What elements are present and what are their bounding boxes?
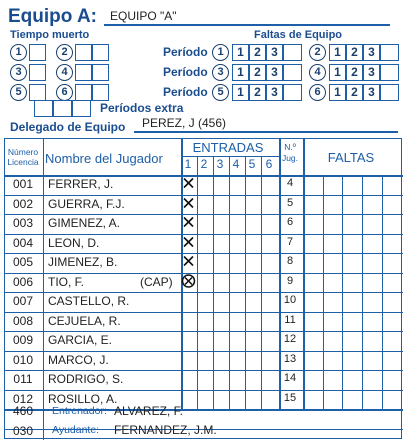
extra-period-box-3[interactable] [72, 100, 91, 117]
entrada-number-4: 4 [232, 157, 240, 171]
player-name[interactable]: ROSILLO, A. [48, 391, 118, 406]
nombre-header: Nombre del Jugador [45, 151, 163, 166]
ayudante-licencia[interactable]: 030 [12, 424, 34, 438]
grid-line [5, 351, 403, 352]
licencia-cell[interactable]: 010 [12, 352, 34, 367]
jug-number[interactable]: 15 [283, 391, 297, 404]
grid-line [43, 139, 44, 440]
timeout-box[interactable] [92, 84, 109, 101]
team-foul-box[interactable]: 2 [249, 64, 266, 81]
team-foul-box[interactable]: 3 [266, 84, 283, 101]
entrada-number-5: 5 [248, 157, 256, 171]
jug-number[interactable]: 12 [283, 333, 297, 345]
entrenador-label: Entrenador: [52, 405, 107, 417]
cross-icon [181, 195, 196, 214]
licencia-cell[interactable]: 011 [13, 372, 33, 386]
ayudante-value[interactable]: FERNANDEZ, J.M. [114, 423, 217, 437]
licencia-cell[interactable]: 006 [12, 274, 34, 289]
team-foul-total-box[interactable] [283, 44, 302, 61]
team-foul-box[interactable]: 1 [232, 64, 249, 81]
team-foul-total-box[interactable] [380, 84, 399, 101]
tiempo-muerto-label: Tiempo muerto [10, 29, 90, 41]
team-foul-box[interactable]: 2 [249, 84, 266, 101]
team-foul-box[interactable]: 1 [329, 84, 346, 101]
timeout-box[interactable] [29, 64, 46, 81]
equipo-underline [104, 24, 390, 26]
player-name[interactable]: RODRIGO, S. [48, 372, 124, 386]
cross-icon [181, 175, 196, 194]
timeout-box[interactable] [29, 44, 46, 61]
faltas-header: FALTAS [327, 150, 375, 165]
team-foul-box[interactable]: 1 [329, 44, 346, 61]
captain-label: (CAP) [140, 274, 173, 289]
timeout-box[interactable] [29, 84, 46, 101]
jug-number[interactable]: 6 [286, 216, 294, 228]
licencia-cell[interactable]: 004 [12, 235, 34, 250]
licencia-cell[interactable]: 005 [12, 255, 34, 269]
jug-number[interactable]: 8 [286, 255, 294, 267]
player-name[interactable]: GUERRA, F.J. [48, 196, 125, 211]
periodo-label: Período [163, 45, 208, 59]
entrada-number-1: 1 [184, 157, 192, 171]
team-foul-box[interactable]: 3 [266, 64, 283, 81]
grid-line [5, 214, 403, 215]
cross-icon [181, 234, 196, 253]
period-number-3: 3 [212, 64, 229, 81]
timeout-box[interactable] [92, 44, 109, 61]
team-foul-box[interactable]: 2 [346, 44, 363, 61]
team-foul-box[interactable]: 2 [346, 64, 363, 81]
team-foul-total-box[interactable] [283, 84, 302, 101]
delegado-underline [134, 131, 398, 133]
grid-line [5, 370, 403, 371]
licencia-header-2: Licencia [7, 157, 39, 167]
entradas-header: ENTRADAS [192, 140, 264, 155]
team-foul-box[interactable]: 1 [329, 64, 346, 81]
periodo-label: Período [163, 65, 208, 79]
grid-line [5, 331, 403, 332]
equipo-label: Equipo A: [8, 6, 97, 27]
timeout-box[interactable] [75, 84, 92, 101]
timeout-number-6: 6 [56, 84, 73, 101]
team-foul-box[interactable]: 3 [266, 44, 283, 61]
equipo-value[interactable]: EQUIPO "A" [110, 9, 177, 23]
team-foul-box[interactable]: 1 [232, 44, 249, 61]
player-name[interactable]: TIO, F. [48, 274, 84, 289]
delegado-value[interactable]: PEREZ, J (456) [142, 116, 227, 130]
entrada-number-3: 3 [216, 157, 224, 171]
period-number-6: 6 [309, 84, 326, 101]
entrada-number-2: 2 [200, 157, 208, 171]
delegado-label: Delegado de Equipo [10, 120, 126, 134]
team-foul-box[interactable]: 3 [363, 64, 380, 81]
grid-line [5, 273, 403, 274]
team-foul-box[interactable]: 2 [346, 84, 363, 101]
period-number-5: 5 [212, 84, 229, 101]
ayudante-label: Ayudante: [52, 424, 100, 436]
grid-line [303, 139, 305, 409]
grid-line [5, 195, 403, 196]
jug-number[interactable]: 14 [283, 372, 297, 384]
player-name[interactable]: JIMENEZ, B. [48, 255, 118, 269]
periodos-extra-label: Períodos extra [100, 101, 184, 115]
player-name[interactable]: CASTELLO, R. [48, 294, 130, 308]
jug-number[interactable]: 5 [286, 196, 294, 209]
faltas-equipo-label: Faltas de Equipo [254, 29, 343, 41]
player-name[interactable]: GIMENEZ, A. [48, 216, 121, 230]
entrenador-licencia[interactable]: 460 [12, 404, 34, 418]
team-foul-total-box[interactable] [283, 64, 302, 81]
cross-icon [181, 214, 196, 233]
grid-line [5, 253, 403, 254]
timeout-box[interactable] [75, 64, 92, 81]
cross-icon [181, 253, 196, 272]
entrenador-value[interactable]: ALVAREZ, F. [114, 404, 183, 418]
timeout-box[interactable] [92, 64, 109, 81]
grid-line [5, 312, 403, 313]
team-foul-box[interactable]: 1 [232, 84, 249, 101]
team-foul-box[interactable]: 3 [363, 44, 380, 61]
jug-number[interactable]: 11 [284, 313, 296, 326]
team-foul-box[interactable]: 3 [363, 84, 380, 101]
licencia-header-1: Número [7, 147, 39, 157]
jug-header-2: Jug. [281, 153, 299, 163]
extra-period-box-1[interactable] [34, 100, 53, 117]
player-name[interactable]: LEON, D. [48, 235, 100, 250]
player-name[interactable]: CEJUELA, R. [48, 313, 121, 328]
player-name[interactable]: FERRER, J. [48, 177, 114, 191]
licencia-cell[interactable]: 008 [12, 313, 34, 328]
player-name[interactable]: GARCIA, E. [48, 333, 113, 347]
jug-number[interactable]: 7 [286, 235, 294, 248]
period-number-2: 2 [309, 44, 326, 61]
team-foul-total-box[interactable] [380, 44, 399, 61]
grid-line [5, 390, 403, 391]
circled-cross-icon [181, 273, 196, 292]
period-number-1: 1 [212, 44, 229, 61]
jug-header-1: N.º [284, 142, 296, 152]
licencia-cell[interactable]: 009 [12, 333, 34, 347]
timeout-number-5: 5 [10, 84, 27, 101]
timeout-number-2: 2 [56, 44, 73, 61]
jug-number[interactable]: 10 [283, 294, 297, 306]
timeout-number-3: 3 [10, 64, 27, 81]
player-name[interactable]: MARCO, J. [48, 352, 109, 367]
grid-line [5, 234, 403, 235]
team-foul-box[interactable]: 2 [249, 44, 266, 61]
licencia-cell[interactable]: 001 [12, 177, 34, 191]
timeout-box[interactable] [75, 44, 92, 61]
jug-number[interactable]: 4 [286, 177, 294, 189]
licencia-cell[interactable]: 002 [12, 196, 34, 211]
extra-period-box-2[interactable] [53, 100, 72, 117]
jug-number[interactable]: 9 [286, 274, 294, 287]
timeout-number-1: 1 [10, 44, 27, 61]
periodo-label: Período [163, 85, 208, 99]
period-number-4: 4 [309, 64, 326, 81]
team-foul-total-box[interactable] [380, 64, 399, 81]
entrada-number-6: 6 [265, 157, 273, 171]
jug-number[interactable]: 13 [283, 352, 297, 365]
licencia-cell[interactable]: 012 [12, 391, 34, 406]
timeout-number-4: 4 [56, 64, 73, 81]
licencia-cell[interactable]: 007 [12, 294, 34, 308]
licencia-cell[interactable]: 003 [12, 216, 34, 230]
grid-line [5, 292, 403, 293]
